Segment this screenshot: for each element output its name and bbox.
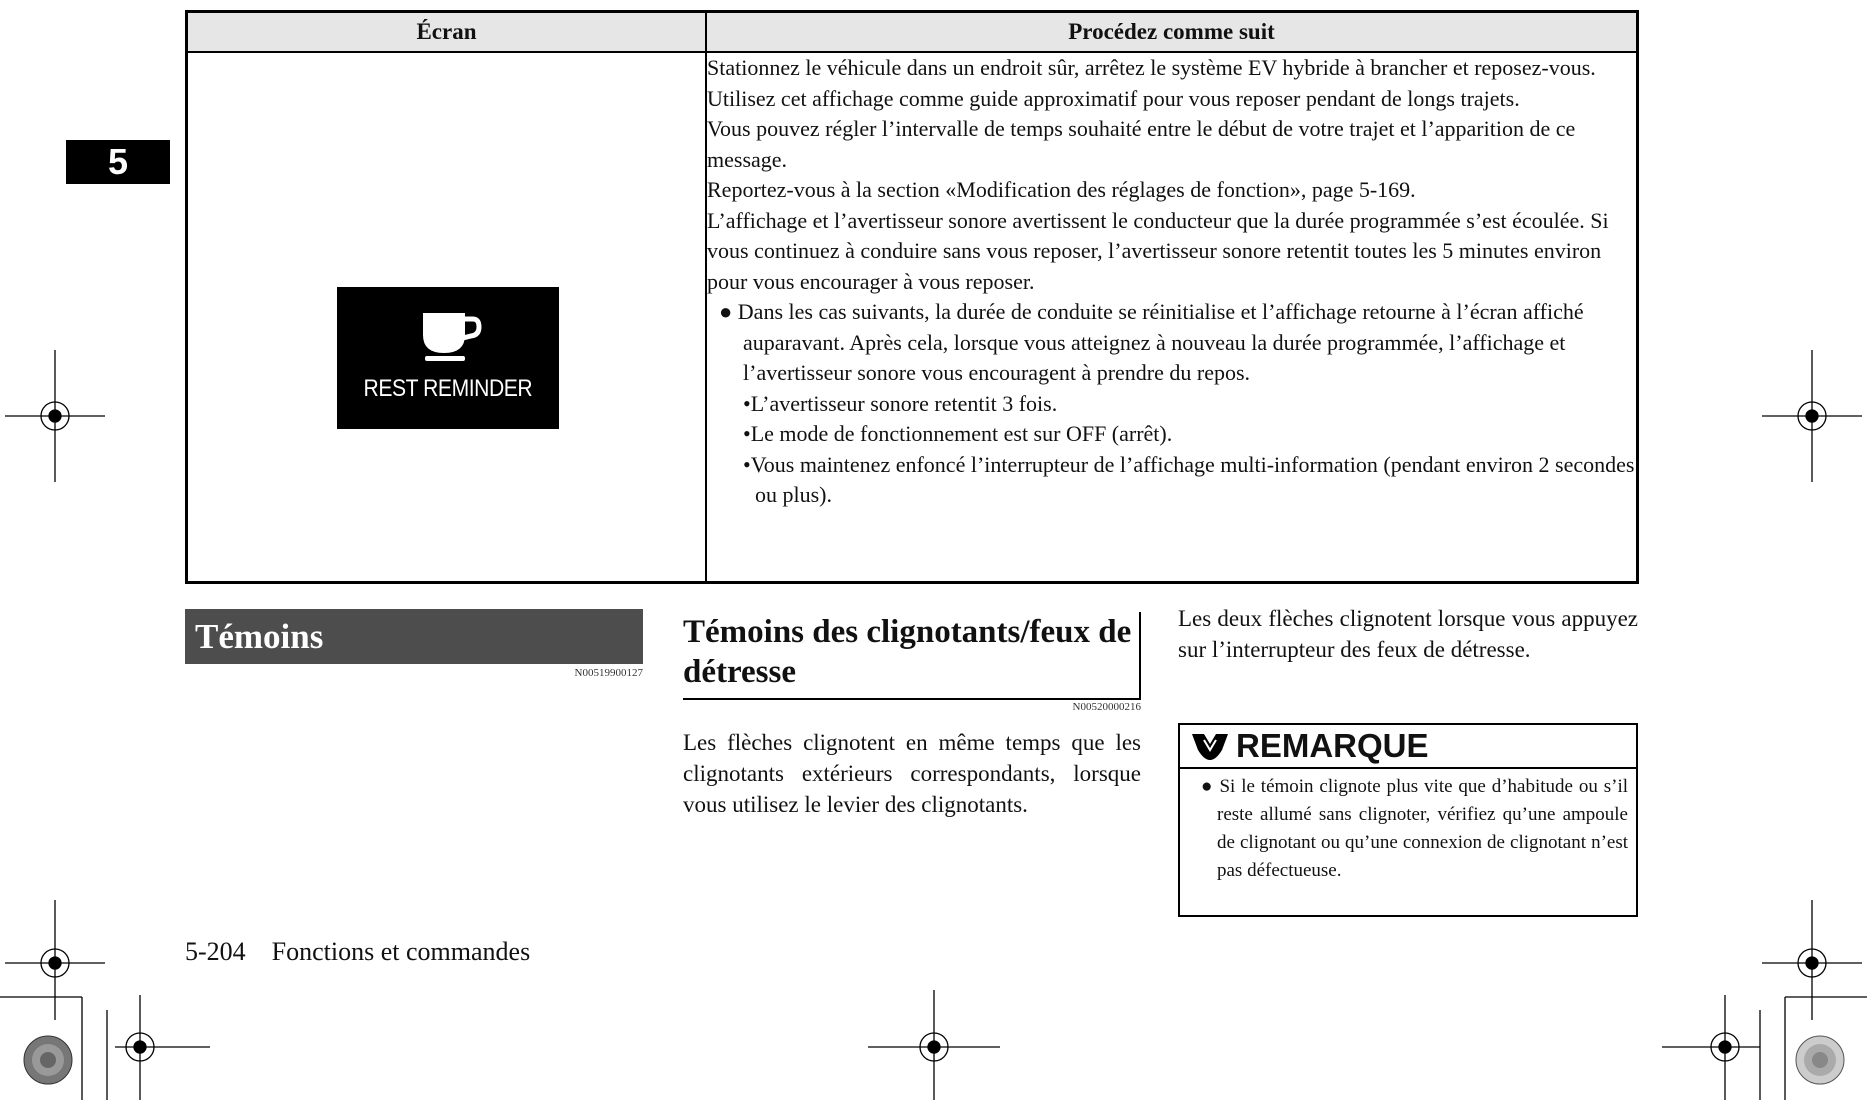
bullet-text: Dans les cas suivants, la durée de conduite se réinitialise et l’affichage retourne à l’écran affiché auparavant. Après cela, lorsque vous atteignez à nouveau la durée programmée, l’affichage et l’avertisseur sonore vous encouragent à prendre du repos. bbox=[737, 299, 1584, 385]
title-side-rule bbox=[1139, 612, 1141, 700]
rest-reminder-display bbox=[337, 287, 559, 429]
header-screen: Écran bbox=[187, 12, 707, 53]
remark-hands-icon bbox=[1190, 730, 1230, 762]
page-footer bbox=[185, 937, 530, 967]
header-procedure: Procédez comme suit bbox=[706, 12, 1638, 53]
screen-cell bbox=[187, 52, 707, 583]
subitem-text: Vous maintenez enfoncé l’interrupteur de l’affichage multi-information (pendant environ 2 secondes ou plus). bbox=[750, 451, 1635, 507]
procedure-cell bbox=[706, 52, 1638, 583]
procedure-paragraph: L’affichage et l’avertisseur sonore avertissent le conducteur que la durée programmée s’est écoulée. Si vous continuez à conduire sans vous reposer, l’avertisseur sonore retentit toutes les 5 minutes environ pour vous encourager à vous reposer. bbox=[707, 207, 1609, 294]
remarque-box bbox=[1178, 723, 1638, 917]
procedure-bullet bbox=[707, 297, 1636, 389]
procedure-table bbox=[185, 10, 1639, 584]
procedure-paragraph: Stationnez le véhicule dans un endroit sûr, arrêtez le système EV hybride à brancher et reposez-vous. bbox=[707, 55, 1596, 80]
temoins-code: N00519900127 bbox=[574, 667, 643, 679]
remarque-title: REMARQUE bbox=[1236, 727, 1429, 764]
rest-reminder-label: REST REMINDER bbox=[363, 375, 533, 402]
subitem-text: Le mode de fonctionnement est sur OFF (arrêt). bbox=[750, 421, 1173, 446]
coffee-cup-icon bbox=[413, 305, 483, 367]
chapter-tab: 5 bbox=[66, 140, 170, 184]
page-number: 5-204 bbox=[185, 937, 246, 966]
procedure-subitem: •Vous maintenez enfoncé l’interrupteur de l’affichage multi-information (pendant environ 2 secondes ou plus). bbox=[743, 451, 1635, 507]
procedure-paragraph: Vous pouvez régler l’intervalle de temps souhaité entre le début de votre trajet et l’apparition de ce message. bbox=[707, 116, 1576, 172]
title-rule bbox=[683, 698, 1141, 700]
subitem-text: L’avertisseur sonore retentit 3 fois. bbox=[750, 390, 1058, 416]
detresse-text: Les deux flèches clignotent lorsque vous appuyez sur l’interrupteur des feux de détresse. bbox=[1178, 606, 1638, 662]
remarque-body-text: Si le témoin clignote plus vite que d’habitude ou s’il reste allumé sans clignoter, vérifiez qu’une ampoule de clignotant ou qu’une connexion de clignotant n’est pas défectueuse. bbox=[1217, 776, 1629, 881]
procedure-subitem: •L’avertisseur sonore retentit 3 fois. bbox=[743, 390, 1058, 416]
clignotants-title: Témoins des clignotants/feux de détresse bbox=[683, 614, 1132, 690]
remarque-text bbox=[1180, 769, 1636, 885]
procedure-paragraph: Utilisez cet affichage comme guide approximatif pour vous reposer pendant de longs trajets. bbox=[707, 85, 1520, 111]
remarque-header bbox=[1180, 725, 1636, 769]
section-name: Fonctions et commandes bbox=[271, 937, 531, 966]
bullet-dot: ● bbox=[1201, 776, 1220, 797]
procedure-subitem: •Le mode de fonctionnement est sur OFF (arrêt). bbox=[743, 421, 1173, 446]
clignotants-text: Les flèches clignotent en même temps que les clignotants extérieurs correspondants, lorsque vous utilisez le levier des clignotants. bbox=[683, 730, 1141, 817]
bullet-dot: ● bbox=[719, 299, 738, 324]
procedure-paragraph: Reportez-vous à la section «Modification des réglages de fonction», page 5-169. bbox=[707, 177, 1416, 202]
clignotants-code: N00520000216 bbox=[1072, 701, 1141, 713]
temoins-section-title: Témoins bbox=[185, 609, 643, 664]
